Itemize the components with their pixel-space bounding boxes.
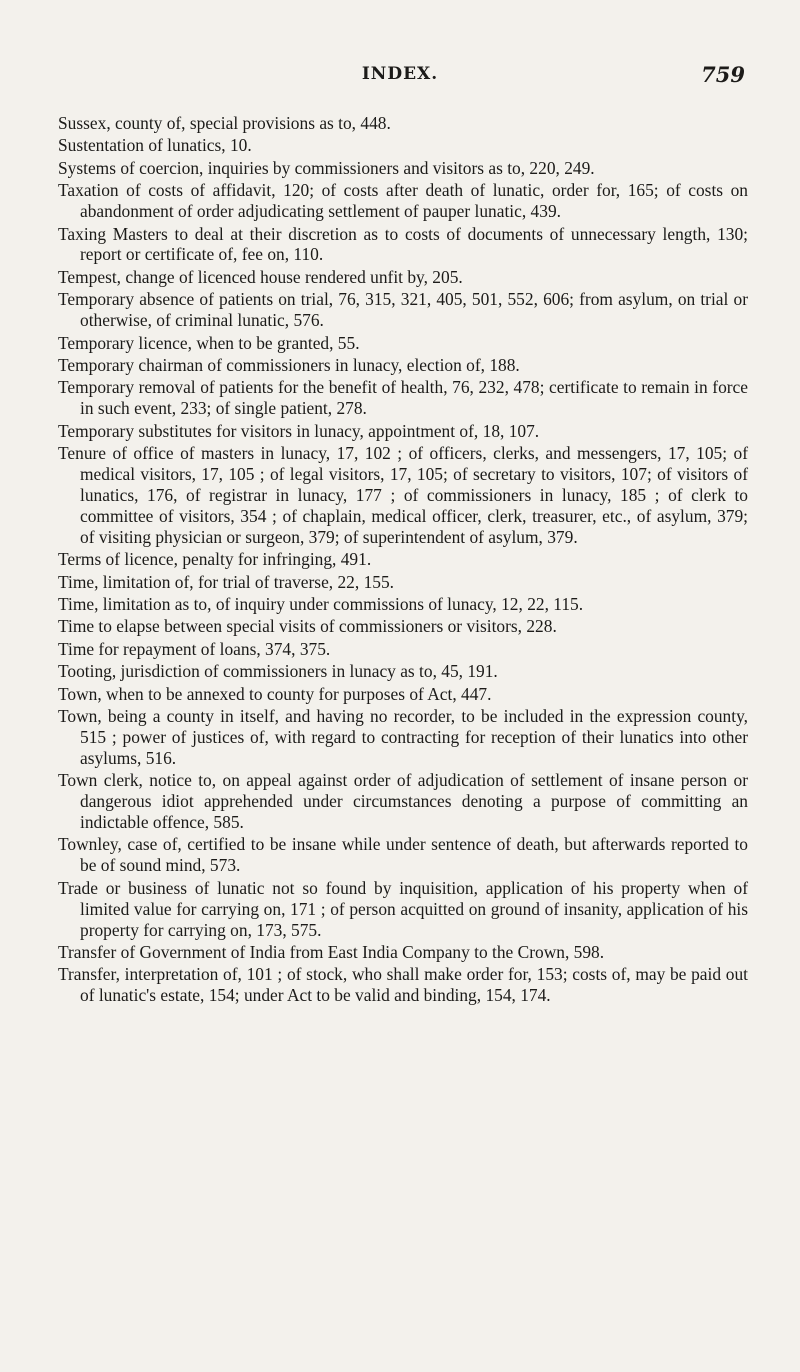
index-entry: Town clerk, notice to, on appeal against order of adjudication of settlement of insane person or dangerous idiot apprehended under circumstances denoting a purpose of committing an indictable offence, 585. xyxy=(58,770,748,832)
index-entry: Temporary substitutes for visitors in lunacy, appointment of, 18, 107. xyxy=(58,420,540,441)
index-entry: Taxation of costs of affidavit, 120; of costs after death of lunatic, order for, 165; of costs on abandonment of order adjudicating settlement of pauper lunatic, 439. xyxy=(58,180,748,222)
index-entry: Town, when to be annexed to county for purposes of Act, 447. xyxy=(58,683,492,704)
index-entry: Trade or business of lunatic not so found by inquisition, application of his property when of limited value for carrying on, 171 ; of person acquitted on ground of insanity, application of his property for carrying on, 173, 575. xyxy=(58,877,748,940)
index-entry: Sustentation of lunatics, 10. xyxy=(58,135,252,156)
index-entry: Temporary absence of patients on trial, 76, 315, 321, 405, 501, 552, 606; from asylum, on trial or otherwise, of criminal lunatic, 576. xyxy=(58,289,748,331)
index-entry: Time for repayment of loans, 374, 375. xyxy=(58,638,331,659)
index-entry: Transfer, interpretation of, 101 ; of stock, who shall make order for, 153; costs of, may be paid out of lunatic's estate, 154; under Act to be valid and binding, 154, 174. xyxy=(58,964,748,1006)
index-entry: Town, being a county in itself, and having no recorder, to be included in the expression county, 515 ; power of justices of, with regard to contracting for reception of their lunatics into other asylums, 516. xyxy=(58,705,748,768)
index-entry: Terms of licence, penalty for infringing, 491. xyxy=(58,549,372,570)
index-entry: Tempest, change of licenced house rendered unfit by, 205. xyxy=(58,266,463,287)
index-entry: Time to elapse between special visits of commissioners or visitors, 228. xyxy=(58,616,557,637)
index-entry: Time, limitation as to, of inquiry under commissions of lunacy, 12, 22, 115. xyxy=(58,593,584,614)
index-entry: Tenure of office of masters in lunacy, 17, 102 ; of officers, clerks, and messengers, 17, 105; of medical visitors, 17, 105 ; of legal visitors, 17, 105; of secretary to visitors, 107; of visitors of lunatics, 176, of registrar in lunacy, 177 ; of commissioners in lunacy, 185 ; of clerk to committee of visitors, 354 ; of chaplain, medical officer, clerk, treasurer, etc., of asylum, 379; of visiting physician or surgeon, 379; of superintendent of asylum, 379. xyxy=(58,443,748,547)
index-entry: Tooting, jurisdiction of commissioners in lunacy as to, 45, 191. xyxy=(58,661,498,682)
index-entry: Temporary removal of patients for the benefit of health, 76, 232, 478; certificate to remain in force in such event, 233; of single patient, 278. xyxy=(58,377,748,419)
index-entries xyxy=(58,113,748,1008)
page-number: 759 xyxy=(701,62,745,87)
index-entry: Sussex, county of, special provisions as to, 448. xyxy=(58,113,391,133)
index-entry: Time, limitation of, for trial of traverse, 22, 155. xyxy=(58,571,395,592)
running-header xyxy=(0,62,800,92)
page-title: INDEX. xyxy=(361,64,439,84)
index-entry: Transfer of Government of India from East India Company to the Crown, 598. xyxy=(58,941,605,962)
index-entry: Temporary chairman of commissioners in lunacy, election of, 188. xyxy=(58,354,520,375)
index-entry: Temporary licence, when to be granted, 55. xyxy=(58,332,360,353)
index-entry: Taxing Masters to deal at their discretion as to costs of documents of unnecessary length, 130; report or certificate of, fee on, 110. xyxy=(58,223,748,265)
index-entry: Systems of coercion, inquiries by commissioners and visitors as to, 220, 249. xyxy=(58,157,595,178)
index-entry: Townley, case of, certified to be insane while under sentence of death, but afterwards reported to be of sound mind, 573. xyxy=(58,834,748,876)
